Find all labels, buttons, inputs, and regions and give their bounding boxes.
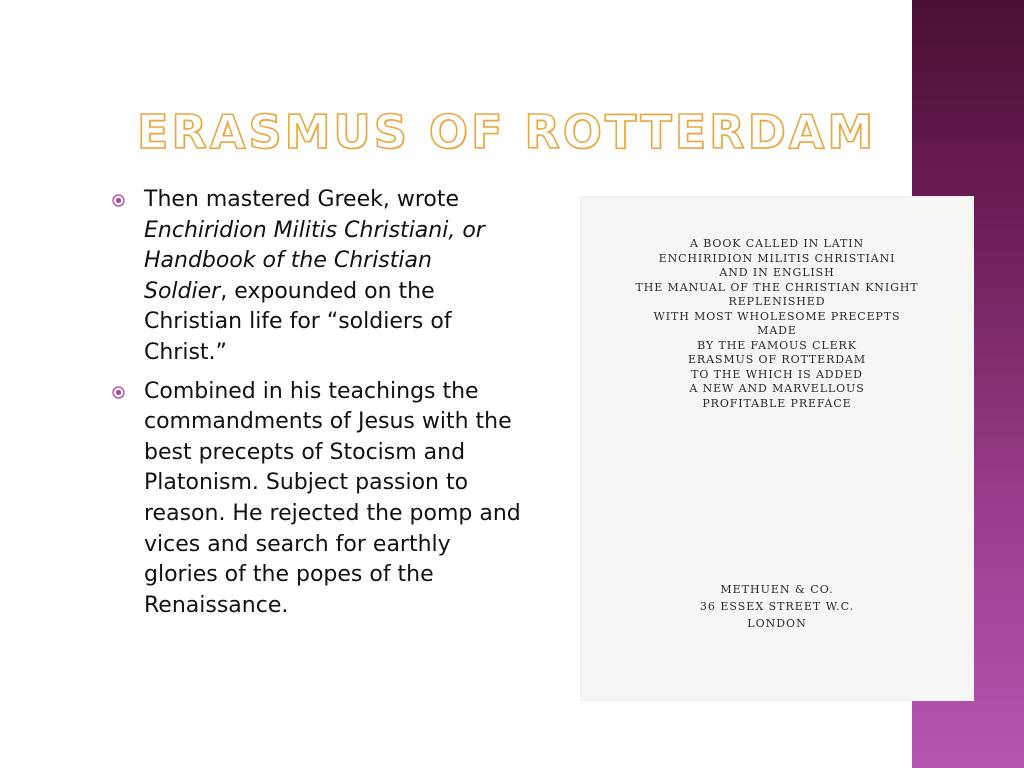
book-title-line: MADE (757, 324, 797, 337)
publisher-line: 36 ESSEX STREET W.C. (699, 600, 855, 613)
slide-title: ERASMUS OF ROTTERDAM (137, 105, 877, 159)
book-title-line: ENCHIRIDION MILITIS CHRISTIANI (658, 251, 896, 265)
bullet-item (112, 185, 522, 369)
book-title-line: ERASMUS OF ROTTERDAM (687, 353, 867, 366)
book-title-line: TO THE WHICH IS ADDED (691, 367, 863, 381)
book-title-line: AND IN ENGLISH (719, 266, 835, 279)
book-publisher-block (581, 581, 973, 632)
book-title-line: BY THE FAMOUS CLERK (697, 338, 857, 352)
circled-dot-icon (112, 386, 125, 399)
book-title-line: REPLENISHED (728, 295, 826, 308)
publisher-line: LONDON (747, 617, 807, 630)
book-title-line: PROFITABLE PREFACE (702, 396, 852, 410)
bullet-list (112, 185, 522, 629)
bullet-item (112, 377, 522, 622)
publisher-line: METHUEN & CO. (720, 583, 834, 596)
book-title-line: A BOOK CALLED IN LATIN (689, 237, 864, 250)
bullet-text: Combined in his teachings the commandments of Jesus with the best precepts of Stocism and Platonism. Subject passion to reason. He rejected the pomp and vices and search for earthly glories of the popes of the Renaissance. (144, 378, 521, 618)
book-title-page-image (581, 197, 973, 700)
book-title-line: A NEW AND MARVELLOUS (689, 382, 865, 395)
book-title-line: WITH MOST WHOLESOME PRECEPTS (653, 309, 901, 323)
bullet-text-end: , expounded on the Christian life for “soldiers of Christ.” (144, 278, 452, 365)
book-title-line: THE MANUAL OF THE CHRISTIAN KNIGHT (635, 280, 919, 294)
bullet-text-start: Then mastered Greek, wrote (144, 187, 460, 212)
book-title-block (581, 237, 973, 411)
book-title-italic: Enchiridion Militis Christiani, or Handbook of the Christian Soldier (144, 217, 485, 304)
circled-dot-icon (112, 194, 125, 207)
